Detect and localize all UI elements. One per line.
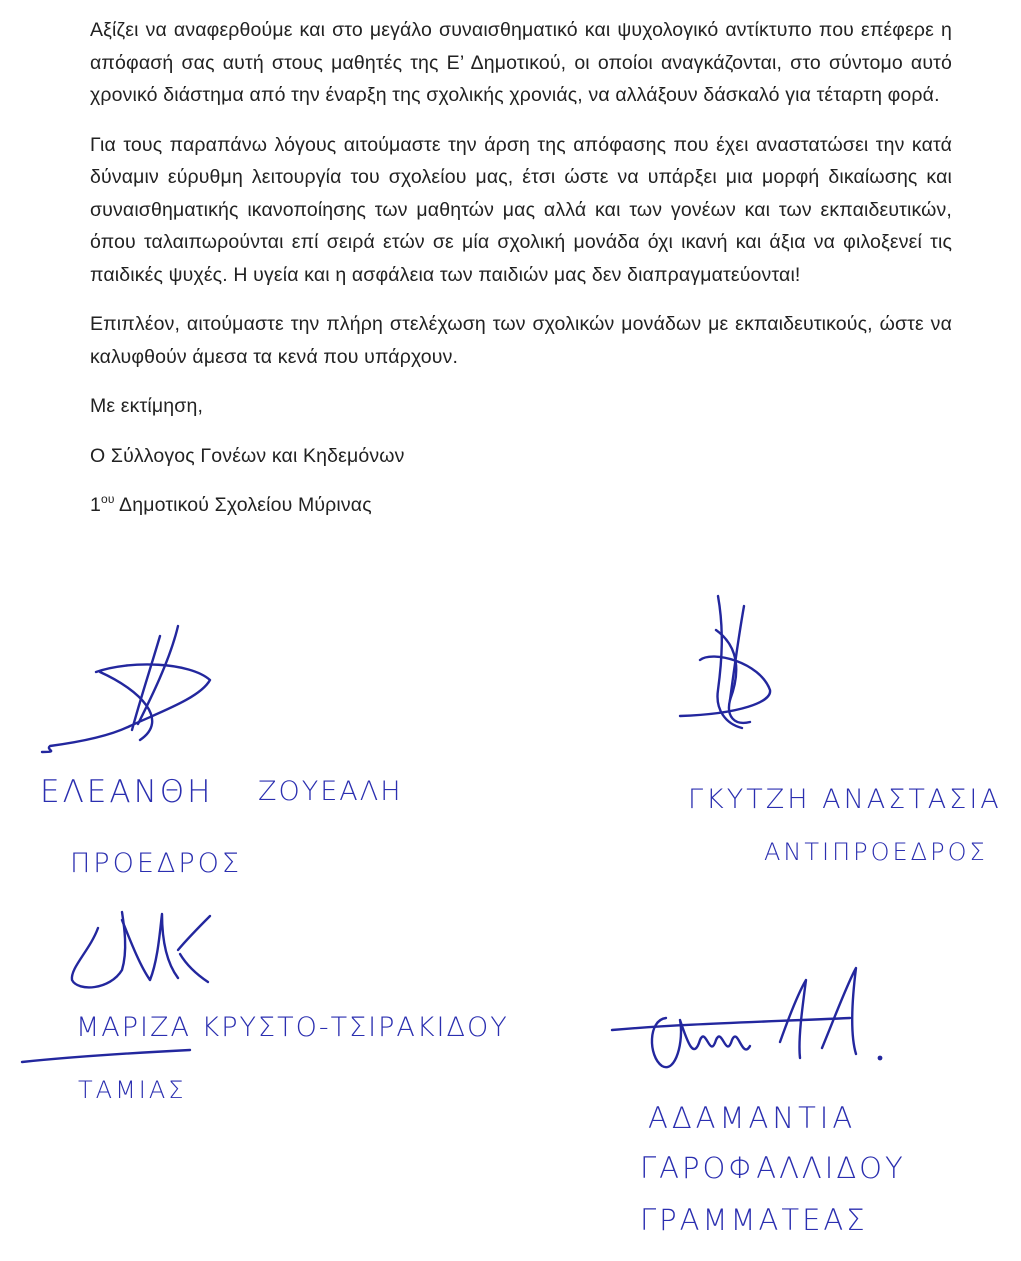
president-name: ΕΛΕΑΝΘΗ xyxy=(40,774,214,810)
vice-president-name: ΓΚΥΤΖΗ ΑΝΑΣΤΑΣΙΑ xyxy=(688,784,1002,815)
school-number-suffix: ου xyxy=(101,492,115,506)
president-signature-name xyxy=(40,774,403,879)
treasurer-signature-mark xyxy=(72,912,210,987)
treasurer-name: ΜΑΡΙΖΑ ΚΡΥΣΤΟ-ΤΣΙΡΑΚΙΔΟΥ xyxy=(76,1012,509,1043)
president-signature-mark xyxy=(42,626,210,752)
president-surname: ΖΟΥΕΑΛΗ xyxy=(258,776,403,807)
paragraph-request-revocation: Για τους παραπάνω λόγους αιτούμαστε την άρση της απόφασης που έχει αναστατώσει την κατά δύναμιν εύρυθμη λειτουργία του σχολείου μας, έτσι ώστε να υπάρξει μια μορφή δικαίωσης και συναισθηματικής ικανοποίησης των μαθητών μας αλλά και των γονέων και των εκπαιδευτικών, όπου ταλαιπωρούνται επί σειρά ετών σε μία σχολική μονάδα όχι ικανή και άξια να φιλοξενεί τις παιδικές ψυχές. Η υγεία και η ασφάλεια των παιδιών μας δεν διαπραγματεύονται! xyxy=(90,133,952,286)
closing-salutation: Με εκτίμηση, xyxy=(90,395,204,417)
vice-president-signature-mark xyxy=(680,596,770,728)
secretary-name: ΑΔΑΜΑΝΤΙΑ xyxy=(648,1101,857,1135)
school-number: 1 xyxy=(90,494,101,516)
treasurer-signature-name xyxy=(22,1012,509,1104)
secretary-signature-mark xyxy=(612,968,882,1067)
vice-president-signature-name xyxy=(688,784,1002,866)
secretary-signature-name xyxy=(640,1101,906,1237)
treasurer-role: ΤΑΜΙΑΣ xyxy=(78,1076,187,1104)
treasurer-underline xyxy=(22,1050,190,1062)
paragraph-emotional-impact: Αξίζει να αναφερθούμε και στο μεγάλο συναισθηματικό και ψυχολογικό αντίκτυπο που επέφερε η απόφασή σας αυτή στους μαθητές της Ε’ Δημοτικού, οι οποίοι αναγκάζονται, στο σύντομο αυτό χρονικό διάστημα από την έναρξη της σχολικής χρονιάς, να αλλάξουν δάσκαλό για τέταρτη φορά. xyxy=(90,19,952,106)
secretary-role: ΓΡΑΜΜΑΤΕΑΣ xyxy=(640,1203,868,1237)
school-name: Δημοτικού Σχολείου Μύρινας xyxy=(114,494,372,516)
vice-president-role: ΑΝΤΙΠΡΟΕΔΡΟΣ xyxy=(764,838,988,866)
president-role: ΠΡΟΕΔΡΟΣ xyxy=(70,848,242,879)
paragraph-request-staffing: Επιπλέον, αιτούμαστε την πλήρη στελέχωση των σχολικών μονάδων με εκπαιδευτικούς, ώστε να καλυφθούν άμεσα τα κενά που υπάρχουν. xyxy=(90,313,952,368)
sender-association: Ο Σύλλογος Γονέων και Κηδεμόνων xyxy=(90,444,405,467)
secretary-surname: ΓΑΡΟΦΑΛΛΙΔΟΥ xyxy=(640,1151,906,1185)
